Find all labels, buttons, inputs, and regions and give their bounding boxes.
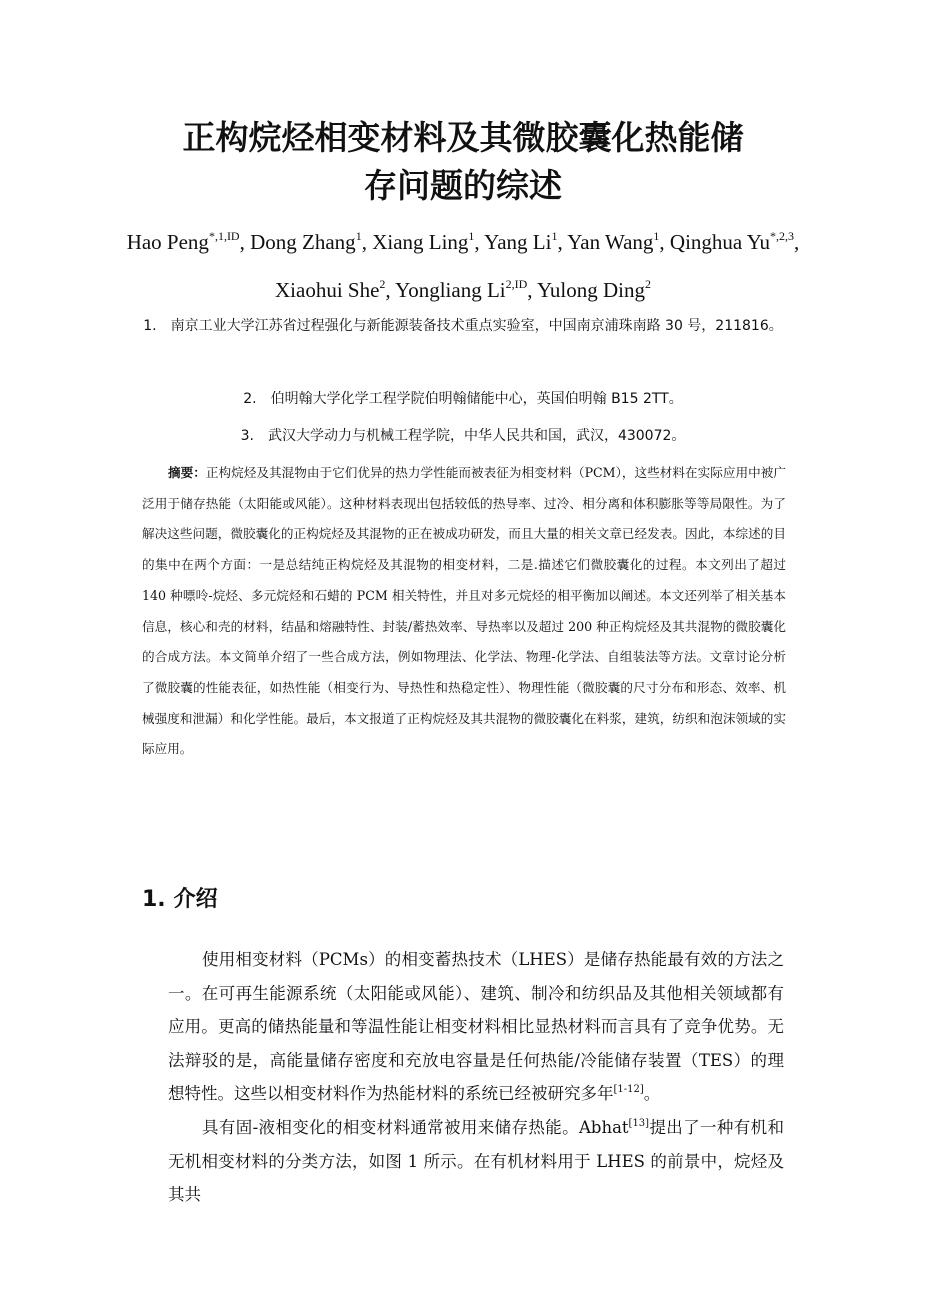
author: Qinghua $Yu^{*,2,3}$, xyxy=(669,229,800,254)
author: Yongliang $Li^{2,ID}$, xyxy=(395,277,538,302)
title-line-2: 存问题的综述 xyxy=(364,166,562,205)
abstract xyxy=(142,458,786,765)
abstract-label: 摘要： xyxy=(168,465,206,480)
body-text xyxy=(168,943,784,1212)
section-number: 1. xyxy=(142,887,166,912)
section-heading xyxy=(142,882,218,913)
affiliation-text: 武汉大学动力与机械工程学院，中华人民共和国，武汉，430072。 xyxy=(267,428,686,444)
author: Yang Li$^1$, xyxy=(484,229,568,254)
affiliation-text: 伯明翰大学化学工程学院伯明翰储能中心，英国伯明翰 B15 2TT。 xyxy=(270,391,683,407)
paragraph-2: 具有固-液相变化的相变材料通常被用来储存热能。Abhat[13]提出了一种有机和无机相变材料的分类方法，如图 1 所示。在有机材料用于 LHES 的前景中，烷烃及其共 xyxy=(168,1117,784,1205)
section-title: 介绍 xyxy=(173,887,218,912)
affiliation-text: 南京工业大学江苏省过程强化与新能源装备技术重点实验室，中国南京浦珠南路 30 号，211816。 xyxy=(170,318,783,334)
author: Xiang Ling$^1$, xyxy=(372,229,485,254)
author: Hao Peng$^{*,1,ID}$, xyxy=(126,229,251,254)
affiliation-number: 2. xyxy=(243,391,257,407)
abstract-text: 正构烷烃及其混物由于它们优异的热力学性能而被表征为相变材料（PCM），这些材料在实际应用中被广泛用于储存热能（太阳能或风能）。这种材料表现出包括较低的热导率、过冷、相分离和体积膨胀等等局限性。为了解决这些问题，微胶囊化的正构烷烃及其混物的正在被成功研发，而且大量的相关文章已经发表。因此，本综述的目的集中在两个方面：一是总结纯正构烷烃及其混物的相变材料，二是.描述它们微胶囊化的过程。本文列出了超过 140 种嘌呤-烷烃、多元烷烃和石蜡的 PCM 相关特性，并且对多元烷烃的相平衡加以阐述。本文还列举了相关基本信息，核心和壳的材料，结晶和熔融特性、封装/蓄热效率、导热率以及超过 200 种正构烷烃及其共混物的微胶囊化的合成方法。本文简单介绍了一些合成方法，例如物理法、化学法、物理-化学法、自组装法等方法。文章讨论分析了微胶囊的性能表征，如热性能（相变行为、导热性和热稳定性）、物理性能（微胶囊的尺寸分布和形态、效率、机械强度和泄漏）和化学性能。最后，本文报道了正构烷烃及其共混物的微胶囊化在料浆，建筑，纺织和泡沫领域的实际应用。 xyxy=(142,465,786,757)
author: Yan Wang$^1$, xyxy=(567,229,670,254)
affiliation-number: 1. xyxy=(143,318,157,334)
affiliation-1 xyxy=(140,311,786,341)
affiliation-number: 3. xyxy=(240,428,254,444)
author: Yulong Ding$^2$ xyxy=(537,277,651,302)
citation: [1-12] xyxy=(613,1084,644,1096)
author-list xyxy=(120,218,806,314)
affiliation-2 xyxy=(0,384,926,414)
author: Xiaohui She$^2$, xyxy=(275,277,396,302)
paragraph-1: 使用相变材料（PCMs）的相变蓄热技术（LHES）是储存热能最有效的方法之一。在可再生能源系统（太阳能或风能）、建筑、制冷和纺织品及其他相关领域都有应用。更高的储热能量和等温性能让相变材料相比显热材料而言具有了竞争优势。无法辩驳的是，高能量储存密度和充放电容量是任何热能/冷能储存装置（TES）的理想特性。这些以相变材料作为热能材料的系统已经被研究多年[1-12]。 xyxy=(168,950,784,1104)
citation: [13] xyxy=(628,1117,650,1129)
affiliation-3 xyxy=(0,421,926,451)
author: Dong Zhang$^1$, xyxy=(250,229,373,254)
title-line-1: 正构烷烃相变材料及其微胶囊化热能储 xyxy=(182,118,744,157)
paper-title xyxy=(0,114,926,210)
